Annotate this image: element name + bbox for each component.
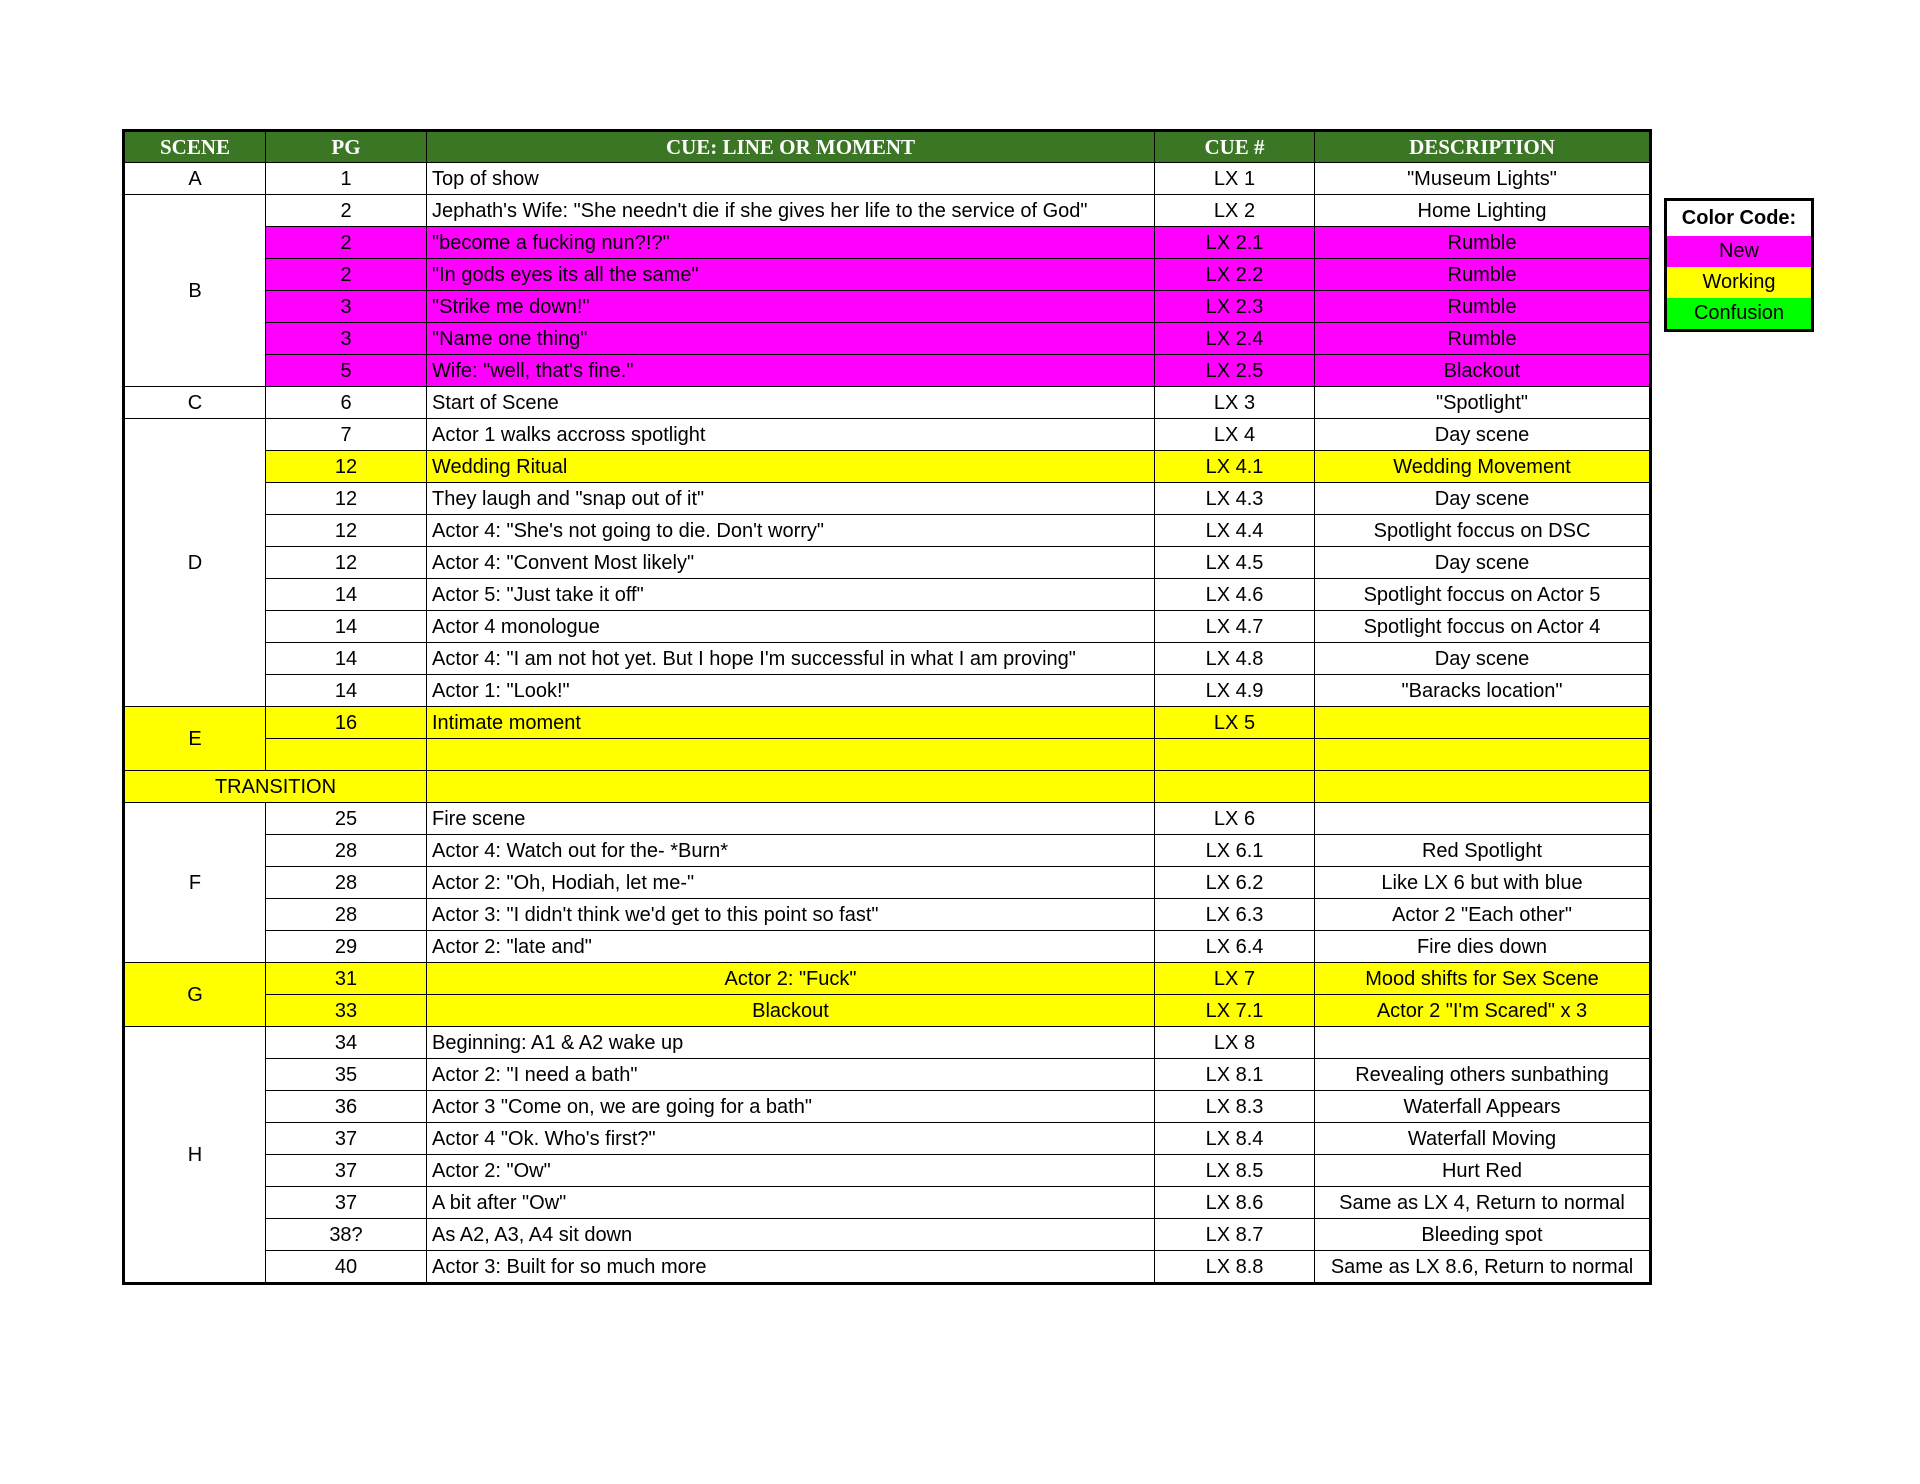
table-row (124, 675, 1651, 707)
cue-cell: Actor 1: "Look!" (427, 675, 1155, 707)
pg-cell: 34 (266, 1027, 427, 1059)
pg-cell: 37 (266, 1155, 427, 1187)
cue-cell: Actor 4: "I am not hot yet. But I hope I'm successful in what I am proving" (427, 643, 1155, 675)
table-row (124, 1251, 1651, 1284)
description-cell (1315, 707, 1651, 739)
table-row (124, 963, 1651, 995)
cue-cell: Actor 2: "I need a bath" (427, 1059, 1155, 1091)
table-row (124, 1155, 1651, 1187)
cue-cell: Actor 5: "Just take it off" (427, 579, 1155, 611)
table-row (124, 611, 1651, 643)
cue-number-cell: LX 2 (1155, 195, 1315, 227)
pg-cell: 2 (266, 195, 427, 227)
cue-number-cell: LX 2.5 (1155, 355, 1315, 387)
cue-cell: Beginning: A1 & A2 wake up (427, 1027, 1155, 1059)
table-row (124, 867, 1651, 899)
description-cell (1315, 771, 1651, 803)
scene-cell: E (124, 707, 266, 771)
pg-cell: 28 (266, 867, 427, 899)
pg-cell: 14 (266, 611, 427, 643)
table-row (124, 195, 1651, 227)
cue-cell: Actor 4 "Ok. Who's first?" (427, 1123, 1155, 1155)
table-row (124, 899, 1651, 931)
scene-cell: C (124, 387, 266, 419)
cue-number-cell: LX 1 (1155, 163, 1315, 195)
cue-number-cell: LX 2.3 (1155, 291, 1315, 323)
cue-number-cell: LX 4.9 (1155, 675, 1315, 707)
table-row (124, 643, 1651, 675)
description-cell: Day scene (1315, 547, 1651, 579)
header-row (124, 131, 1651, 163)
description-cell (1315, 1027, 1651, 1059)
table-row (124, 227, 1651, 259)
cue-number-cell: LX 4.5 (1155, 547, 1315, 579)
cue-cell: They laugh and "snap out of it" (427, 483, 1155, 515)
cue-number-cell: LX 8.4 (1155, 1123, 1315, 1155)
cue-cell (427, 739, 1155, 771)
cue-cell: Actor 3: Built for so much more (427, 1251, 1155, 1284)
cue-cell: Actor 2: "Fuck" (427, 963, 1155, 995)
cue-cell: Actor 4: "Convent Most likely" (427, 547, 1155, 579)
table-row (124, 1123, 1651, 1155)
pg-cell: 14 (266, 643, 427, 675)
cue-cell: "In gods eyes its all the same" (427, 259, 1155, 291)
table-row (124, 323, 1651, 355)
pg-cell: 29 (266, 931, 427, 963)
cue-cell: "Name one thing" (427, 323, 1155, 355)
color-code-legend (1664, 198, 1814, 332)
description-cell: Waterfall Moving (1315, 1123, 1651, 1155)
cue-cell: Actor 4 monologue (427, 611, 1155, 643)
description-cell: Rumble (1315, 291, 1651, 323)
table-row (124, 1027, 1651, 1059)
pg-cell: 3 (266, 291, 427, 323)
description-cell: Rumble (1315, 323, 1651, 355)
pg-cell: 40 (266, 1251, 427, 1284)
pg-cell: 38? (266, 1219, 427, 1251)
cue-number-cell: LX 8.8 (1155, 1251, 1315, 1284)
cue-number-cell: LX 4.7 (1155, 611, 1315, 643)
description-cell: Spotlight foccus on DSC (1315, 515, 1651, 547)
cue-cell: Actor 4: "She's not going to die. Don't worry" (427, 515, 1155, 547)
cue-number-cell: LX 2.4 (1155, 323, 1315, 355)
pg-cell: 7 (266, 419, 427, 451)
cue-number-cell: LX 2.1 (1155, 227, 1315, 259)
scene-cell: A (124, 163, 266, 195)
table-row (124, 803, 1651, 835)
cue-number-cell (1155, 739, 1315, 771)
cue-cell: Jephath's Wife: "She needn't die if she gives her life to the service of God" (427, 195, 1155, 227)
description-cell: Same as LX 4, Return to normal (1315, 1187, 1651, 1219)
cue-cell: Top of show (427, 163, 1155, 195)
cue-cell: "become a fucking nun?!?" (427, 227, 1155, 259)
table-row (124, 483, 1651, 515)
header-description: DESCRIPTION (1315, 131, 1651, 163)
cue-cell: Start of Scene (427, 387, 1155, 419)
cue-cell: A bit after "Ow" (427, 1187, 1155, 1219)
transition-cell: TRANSITION (124, 771, 427, 803)
cue-number-cell: LX 6.3 (1155, 899, 1315, 931)
table-row (124, 1187, 1651, 1219)
cue-number-cell: LX 7.1 (1155, 995, 1315, 1027)
cue-number-cell: LX 8.5 (1155, 1155, 1315, 1187)
table-row (124, 835, 1651, 867)
scene-cell: F (124, 803, 266, 963)
cue-number-cell: LX 8 (1155, 1027, 1315, 1059)
cue-cell: Actor 2: "Ow" (427, 1155, 1155, 1187)
description-cell: "Baracks location" (1315, 675, 1651, 707)
cue-cell: Wife: "well, that's fine." (427, 355, 1155, 387)
cue-cell: Intimate moment (427, 707, 1155, 739)
legend-new: New (1666, 236, 1813, 267)
cue-number-cell: LX 2.2 (1155, 259, 1315, 291)
cue-cell: Fire scene (427, 803, 1155, 835)
cue-number-cell: LX 7 (1155, 963, 1315, 995)
table-row (124, 931, 1651, 963)
pg-cell: 6 (266, 387, 427, 419)
pg-cell: 28 (266, 899, 427, 931)
description-cell: Spotlight foccus on Actor 5 (1315, 579, 1651, 611)
pg-cell: 3 (266, 323, 427, 355)
cue-cell: Actor 2: "late and" (427, 931, 1155, 963)
table-row (124, 387, 1651, 419)
description-cell: Spotlight foccus on Actor 4 (1315, 611, 1651, 643)
description-cell: Day scene (1315, 483, 1651, 515)
cue-number-cell: LX 4.8 (1155, 643, 1315, 675)
description-cell: Day scene (1315, 419, 1651, 451)
cue-cell (427, 771, 1155, 803)
pg-cell: 12 (266, 451, 427, 483)
table-row (124, 1059, 1651, 1091)
pg-cell: 12 (266, 483, 427, 515)
cue-number-cell: LX 3 (1155, 387, 1315, 419)
pg-cell: 28 (266, 835, 427, 867)
cue-number-cell: LX 8.1 (1155, 1059, 1315, 1091)
description-cell: Wedding Movement (1315, 451, 1651, 483)
description-cell: Revealing others sunbathing (1315, 1059, 1651, 1091)
description-cell: Actor 2 "Each other" (1315, 899, 1651, 931)
table-row (124, 451, 1651, 483)
description-cell: "Museum Lights" (1315, 163, 1651, 195)
pg-cell: 2 (266, 259, 427, 291)
description-cell: Bleeding spot (1315, 1219, 1651, 1251)
table-row (124, 163, 1651, 195)
cue-cell: Blackout (427, 995, 1155, 1027)
description-cell: Rumble (1315, 227, 1651, 259)
table-row (124, 1091, 1651, 1123)
description-cell: Mood shifts for Sex Scene (1315, 963, 1651, 995)
description-cell: Same as LX 8.6, Return to normal (1315, 1251, 1651, 1284)
pg-cell: 14 (266, 675, 427, 707)
description-cell: Home Lighting (1315, 195, 1651, 227)
cue-cell: Actor 3: "I didn't think we'd get to this point so fast" (427, 899, 1155, 931)
table-row (124, 547, 1651, 579)
legend-title: Color Code: (1666, 200, 1813, 237)
description-cell (1315, 803, 1651, 835)
cue-number-cell: LX 4.1 (1155, 451, 1315, 483)
description-cell: Actor 2 "I'm Scared" x 3 (1315, 995, 1651, 1027)
cue-cell: Actor 3 "Come on, we are going for a bath" (427, 1091, 1155, 1123)
pg-cell: 5 (266, 355, 427, 387)
description-cell: Rumble (1315, 259, 1651, 291)
cue-sheet-table (122, 129, 1652, 1285)
cue-number-cell: LX 5 (1155, 707, 1315, 739)
table-row (124, 515, 1651, 547)
table-row (124, 1219, 1651, 1251)
pg-cell: 36 (266, 1091, 427, 1123)
description-cell: Fire dies down (1315, 931, 1651, 963)
pg-cell: 37 (266, 1187, 427, 1219)
description-cell: Like LX 6 but with blue (1315, 867, 1651, 899)
cue-number-cell: LX 8.7 (1155, 1219, 1315, 1251)
legend-working: Working (1666, 267, 1813, 298)
table-row (124, 259, 1651, 291)
cue-number-cell: LX 4.4 (1155, 515, 1315, 547)
header-cue-number: CUE # (1155, 131, 1315, 163)
header-pg: PG (266, 131, 427, 163)
cue-number-cell: LX 6.4 (1155, 931, 1315, 963)
cue-number-cell: LX 6.1 (1155, 835, 1315, 867)
pg-cell: 12 (266, 515, 427, 547)
scene-cell: G (124, 963, 266, 1027)
cue-number-cell: LX 8.3 (1155, 1091, 1315, 1123)
table-row (124, 291, 1651, 323)
description-cell (1315, 739, 1651, 771)
pg-cell: 12 (266, 547, 427, 579)
scene-cell: D (124, 419, 266, 707)
table-row (124, 739, 1651, 771)
pg-cell: 14 (266, 579, 427, 611)
table-row (124, 419, 1651, 451)
pg-cell: 2 (266, 227, 427, 259)
cue-number-cell (1155, 771, 1315, 803)
legend-confusion: Confusion (1666, 298, 1813, 331)
description-cell: Red Spotlight (1315, 835, 1651, 867)
cue-cell: Wedding Ritual (427, 451, 1155, 483)
scene-cell: B (124, 195, 266, 387)
header-cue: CUE: LINE OR MOMENT (427, 131, 1155, 163)
cue-number-cell: LX 4.3 (1155, 483, 1315, 515)
description-cell: Blackout (1315, 355, 1651, 387)
description-cell: "Spotlight" (1315, 387, 1651, 419)
table-row (124, 707, 1651, 739)
table-row (124, 355, 1651, 387)
pg-cell: 16 (266, 707, 427, 739)
cue-cell: As A2, A3, A4 sit down (427, 1219, 1155, 1251)
table-row (124, 995, 1651, 1027)
description-cell: Hurt Red (1315, 1155, 1651, 1187)
pg-cell: 37 (266, 1123, 427, 1155)
pg-cell: 31 (266, 963, 427, 995)
scene-cell: H (124, 1027, 266, 1284)
cue-cell: Actor 4: Watch out for the- *Burn* (427, 835, 1155, 867)
cue-cell: Actor 1 walks accross spotlight (427, 419, 1155, 451)
pg-cell: 1 (266, 163, 427, 195)
cue-number-cell: LX 4 (1155, 419, 1315, 451)
pg-cell: 35 (266, 1059, 427, 1091)
pg-cell (266, 739, 427, 771)
cue-number-cell: LX 6 (1155, 803, 1315, 835)
cue-number-cell: LX 4.6 (1155, 579, 1315, 611)
cue-cell: "Strike me down!" (427, 291, 1155, 323)
cue-number-cell: LX 6.2 (1155, 867, 1315, 899)
table-row (124, 771, 1651, 803)
cue-cell: Actor 2: "Oh, Hodiah, let me-" (427, 867, 1155, 899)
description-cell: Waterfall Appears (1315, 1091, 1651, 1123)
table-row (124, 579, 1651, 611)
cue-number-cell: LX 8.6 (1155, 1187, 1315, 1219)
pg-cell: 25 (266, 803, 427, 835)
pg-cell: 33 (266, 995, 427, 1027)
header-scene: SCENE (124, 131, 266, 163)
description-cell: Day scene (1315, 643, 1651, 675)
